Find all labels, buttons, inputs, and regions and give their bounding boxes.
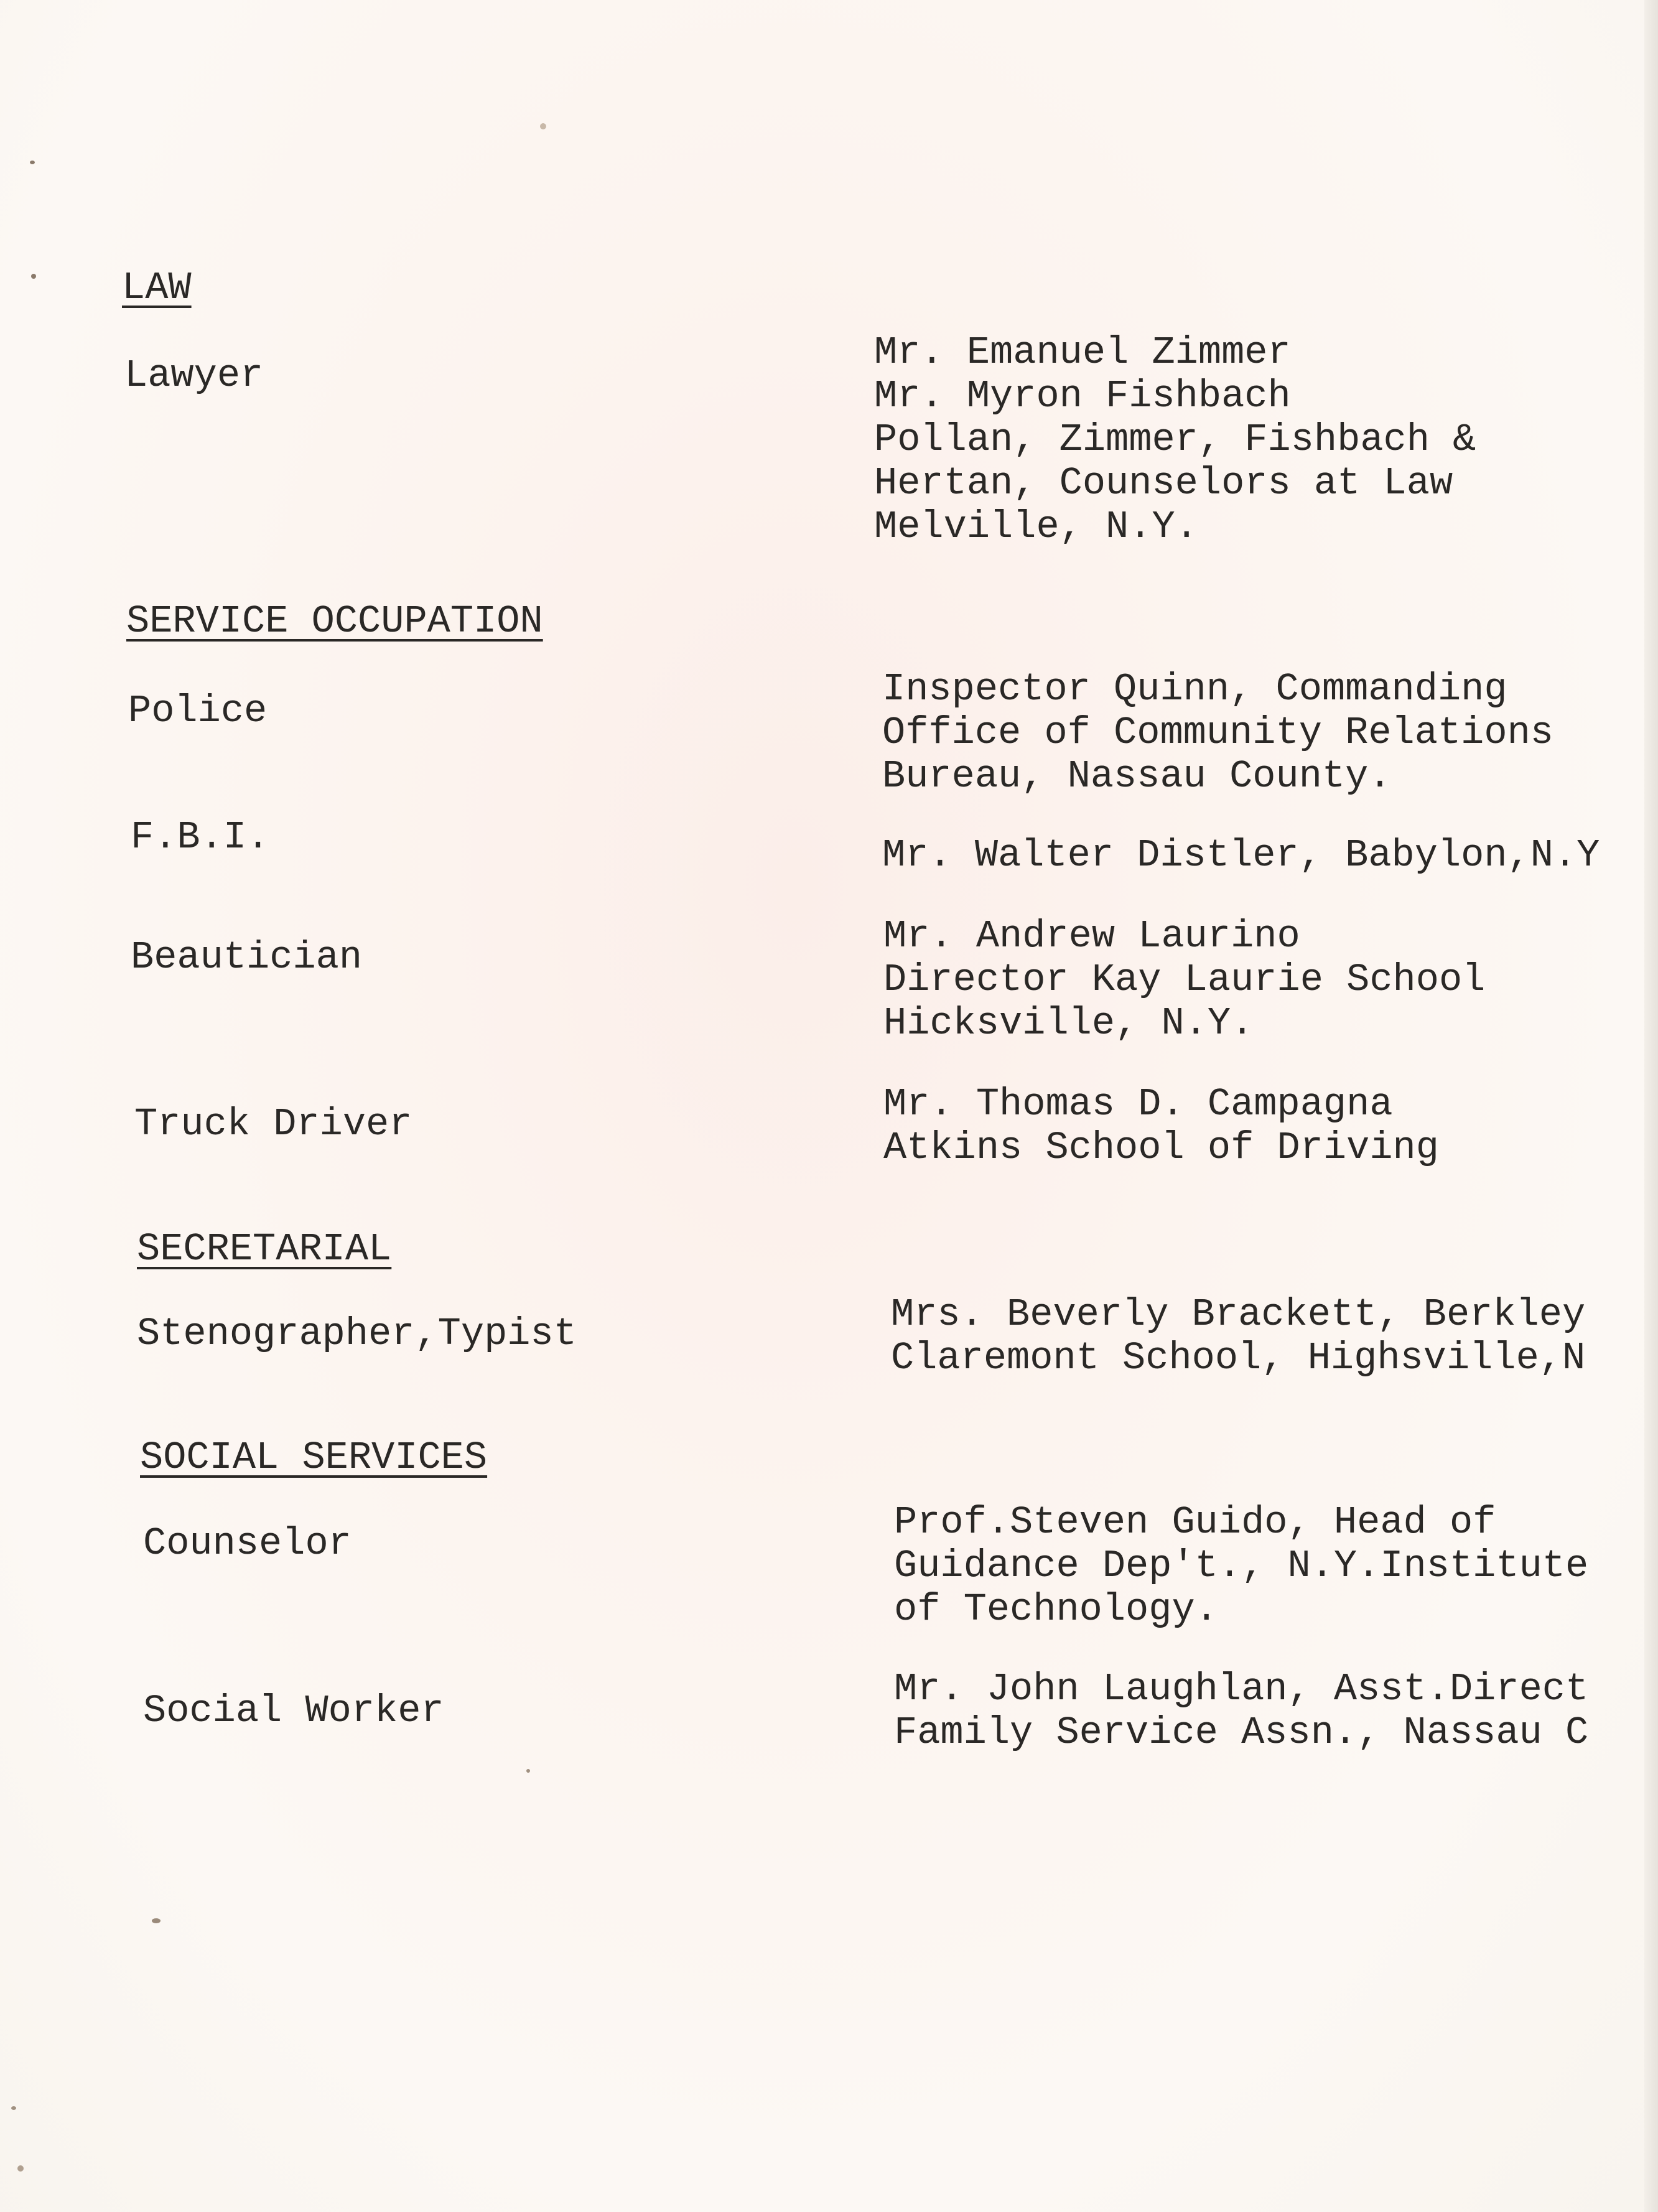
paper-speck xyxy=(526,1769,530,1773)
paper-speck xyxy=(152,1918,161,1923)
contact-line: Mr. Thomas D. Campagna xyxy=(883,1082,1393,1126)
paper-speck xyxy=(17,2165,24,2172)
section-heading-service-occupation: SERVICE OCCUPATION xyxy=(126,599,543,643)
contact-social-worker xyxy=(894,1668,1588,1755)
paper-speck xyxy=(540,123,546,129)
contact-line: Atkins School of Driving xyxy=(883,1126,1439,1170)
section-heading-social-services: SOCIAL SERVICES xyxy=(140,1435,488,1480)
contact-line: Melville, N.Y. xyxy=(874,505,1198,549)
contact-line: of Technology. xyxy=(894,1587,1218,1631)
contact-line: Prof.Steven Guido, Head of xyxy=(894,1500,1496,1544)
occupation-stenographer-typist: Stenographer,Typist xyxy=(137,1312,577,1356)
paper-speck xyxy=(30,161,35,164)
paper-speck xyxy=(11,2106,16,2110)
contact-counselor xyxy=(894,1501,1588,1631)
contact-lawyer xyxy=(874,331,1476,549)
contact-line: Director Kay Laurie School xyxy=(883,958,1486,1002)
contact-line: Mr. Walter Distler, Babylon,N.Y xyxy=(882,833,1600,877)
contact-line: Mr. Andrew Laurino xyxy=(883,914,1300,958)
occupation-beautician: Beautician xyxy=(131,935,363,979)
contact-beautician xyxy=(883,915,1485,1045)
occupation-police: Police xyxy=(128,689,268,733)
contact-line: Mr. John Laughlan, Asst.Direct xyxy=(894,1667,1589,1711)
section-heading-law: LAW xyxy=(122,266,192,310)
contact-line: Hicksville, N.Y. xyxy=(883,1001,1254,1045)
contact-line: Inspector Quinn, Commanding xyxy=(882,667,1507,711)
contact-stenographer-typist xyxy=(891,1293,1585,1380)
section-heading-secretarial: SECRETARIAL xyxy=(137,1227,392,1271)
contact-line: Guidance Dep't., N.Y.Institute xyxy=(894,1544,1589,1588)
occupation-social-worker: Social Worker xyxy=(143,1689,444,1733)
paper-speck xyxy=(31,274,36,279)
contact-line: Mrs. Beverly Brackett, Berkley xyxy=(891,1292,1586,1337)
occupation-fbi: F.B.I. xyxy=(131,815,270,859)
contact-line: Hertan, Counselors at Law xyxy=(874,461,1453,505)
occupation-truck-driver: Truck Driver xyxy=(134,1102,412,1146)
contact-line: Mr. Emanuel Zimmer xyxy=(874,330,1291,375)
contact-line: Bureau, Nassau County. xyxy=(882,754,1392,798)
contact-line: Pollan, Zimmer, Fishbach & xyxy=(874,418,1476,462)
occupation-counselor: Counselor xyxy=(143,1521,352,1566)
contact-police xyxy=(882,668,1553,798)
occupation-lawyer: Lawyer xyxy=(124,353,264,398)
contact-line: Claremont School, Highsville,N xyxy=(891,1336,1586,1380)
contact-fbi xyxy=(882,834,1600,877)
contact-line: Family Service Assn., Nassau C xyxy=(894,1710,1589,1755)
contact-line: Mr. Myron Fishbach xyxy=(874,374,1291,418)
page-edge-shadow xyxy=(1644,0,1658,2212)
contact-line: Office of Community Relations xyxy=(882,711,1553,755)
contact-truck-driver xyxy=(883,1083,1439,1170)
